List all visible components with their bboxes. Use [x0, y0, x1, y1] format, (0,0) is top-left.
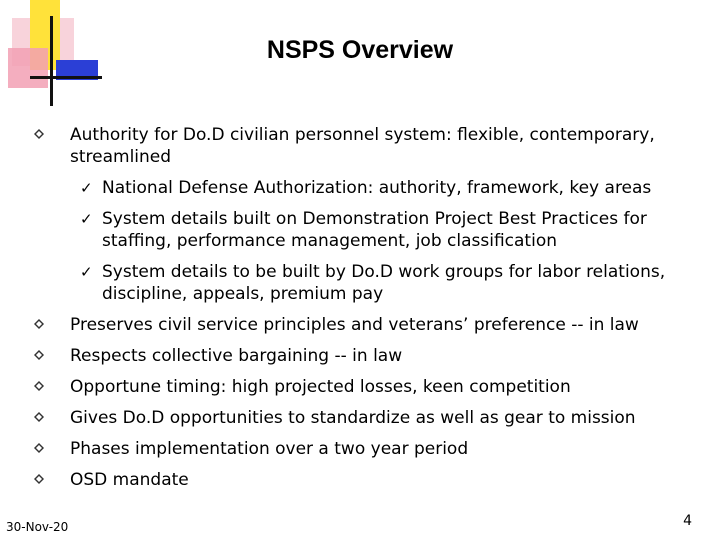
- sub-bullet-item: [34, 208, 694, 252]
- bullet-item: [34, 438, 694, 460]
- checkmark-icon: ✓: [80, 263, 93, 281]
- bullet-item: [34, 407, 694, 429]
- checkmark-icon: ✓: [80, 179, 93, 197]
- bullet-text: OSD mandate: [70, 470, 189, 490]
- bullet-item: [34, 314, 694, 336]
- bullet-list: [34, 124, 694, 500]
- sub-bullet-item: [34, 177, 694, 199]
- sub-bullet-item: [34, 261, 694, 305]
- page-number: 4: [683, 513, 692, 529]
- bullet-text: Phases implementation over a two year period: [70, 439, 469, 459]
- diamond-bullet-icon: [34, 319, 44, 329]
- diamond-bullet-icon: [34, 412, 44, 422]
- bullet-text: Preserves civil service principles and veterans’ preference -- in law: [70, 315, 639, 335]
- bullet-item: [34, 124, 694, 168]
- checkmark-icon: ✓: [80, 210, 93, 228]
- diamond-bullet-icon: [34, 381, 44, 391]
- bullet-text: Respects collective bargaining -- in law: [70, 346, 403, 366]
- diamond-bullet-icon: [34, 350, 44, 360]
- bullet-item: [34, 469, 694, 491]
- bullet-text: Authority for Do.D civilian personnel system: flexible, contemporary, streamlined: [70, 125, 655, 167]
- footer-date: 30-Nov-20: [6, 520, 69, 534]
- slide-title: NSPS Overview: [266, 36, 454, 64]
- bullet-text: Gives Do.D opportunities to standardize as well as gear to mission: [70, 408, 636, 428]
- bullet-item: [34, 345, 694, 367]
- bullet-text: Opportune timing: high projected losses, keen competition: [70, 377, 571, 397]
- sub-bullet-text: System details to be built by Do.D work groups for labor relations, discipline, appeals, premium pay: [102, 262, 666, 304]
- diamond-bullet-icon: [34, 443, 44, 453]
- bullet-item: [34, 376, 694, 398]
- diamond-bullet-icon: [34, 474, 44, 484]
- diamond-bullet-icon: [34, 129, 44, 139]
- sub-bullet-text: System details built on Demonstration Project Best Practices for staffing, performance management, job classification: [102, 209, 647, 251]
- sub-bullet-text: National Defense Authorization: authority, framework, key areas: [102, 178, 652, 198]
